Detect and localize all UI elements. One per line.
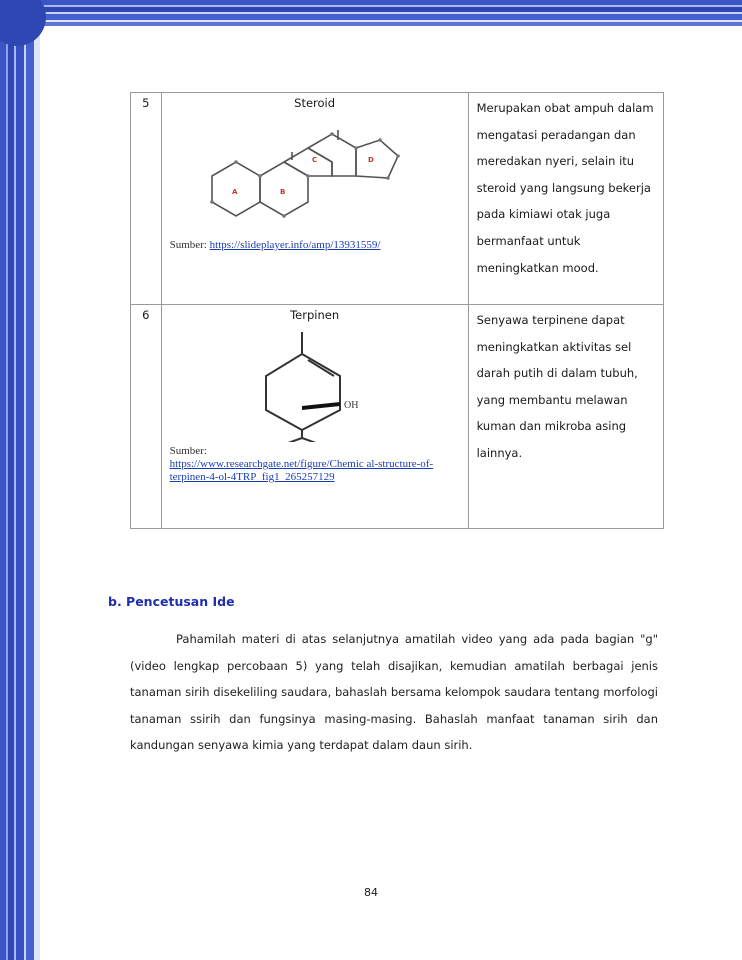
source-citation [162,239,468,252]
description-cell [468,93,663,305]
row-number: 6 [142,308,150,322]
description-cell [468,305,663,529]
row-number-cell [131,305,162,529]
left-decorative-bar [0,0,40,960]
steroid-structure-image [162,112,468,232]
row-number-cell [131,93,162,305]
compound-table [130,92,664,529]
compound-description: Senyawa terpinene dapat meningkatkan aktivitas sel darah putih di dalam tubuh, yang membantu melawan kuman dan mikroba asing lainnya. [476,313,638,460]
ring-label-a: A [231,188,238,196]
ring-label-d: D [367,156,374,164]
page-number: 84 [364,886,378,899]
source-label: Sumber: [169,445,207,457]
source-link[interactable]: https://www.researchgate.net/figure/Chemic al-structure-of-terpinen-4-ol-4TRP_fig1_265257129 [169,458,434,483]
structure-cell [161,305,468,529]
compound-name: Terpinen [290,308,340,322]
table-row [131,305,664,529]
ring-label-b: B [279,188,285,196]
terpinen-structure-image [162,324,468,442]
hydroxyl-label: OH [343,400,359,411]
source-citation [162,445,452,484]
section-heading: b. Pencetusan Ide [108,594,235,609]
section-paragraph: Pahamilah materi di atas selanjutnya amatilah video yang ada pada bagian "g" (video lengkap percobaan 5) yang telah disajikan, kemudian amatilah berbagai jenis tanaman sirih disekeliling saudara, bahaslah bersama kelompok saudara tentang morfologi tanaman ssirih dan fungsinya masing-masing. Bahaslah manfaat tanaman sirih dan kandungan senyawa kimia yang terdapat dalam daun sirih. [130,632,658,752]
source-link[interactable]: https://slideplayer.info/amp/13931559/ [209,239,381,251]
row-number: 5 [142,96,150,110]
top-decorative-bar [0,0,742,30]
compound-description: Merupakan obat ampuh dalam mengatasi peradangan dan meredakan nyeri, selain itu steroid yang langsung bekerja pada kimiawi otak juga bermanfaat untuk meningkatkan mood. [476,101,654,275]
compound-name: Steroid [294,96,336,110]
table-row [131,93,664,305]
ring-label-c: C [311,156,317,164]
structure-cell [161,93,468,305]
source-label: Sumber: [169,239,207,251]
